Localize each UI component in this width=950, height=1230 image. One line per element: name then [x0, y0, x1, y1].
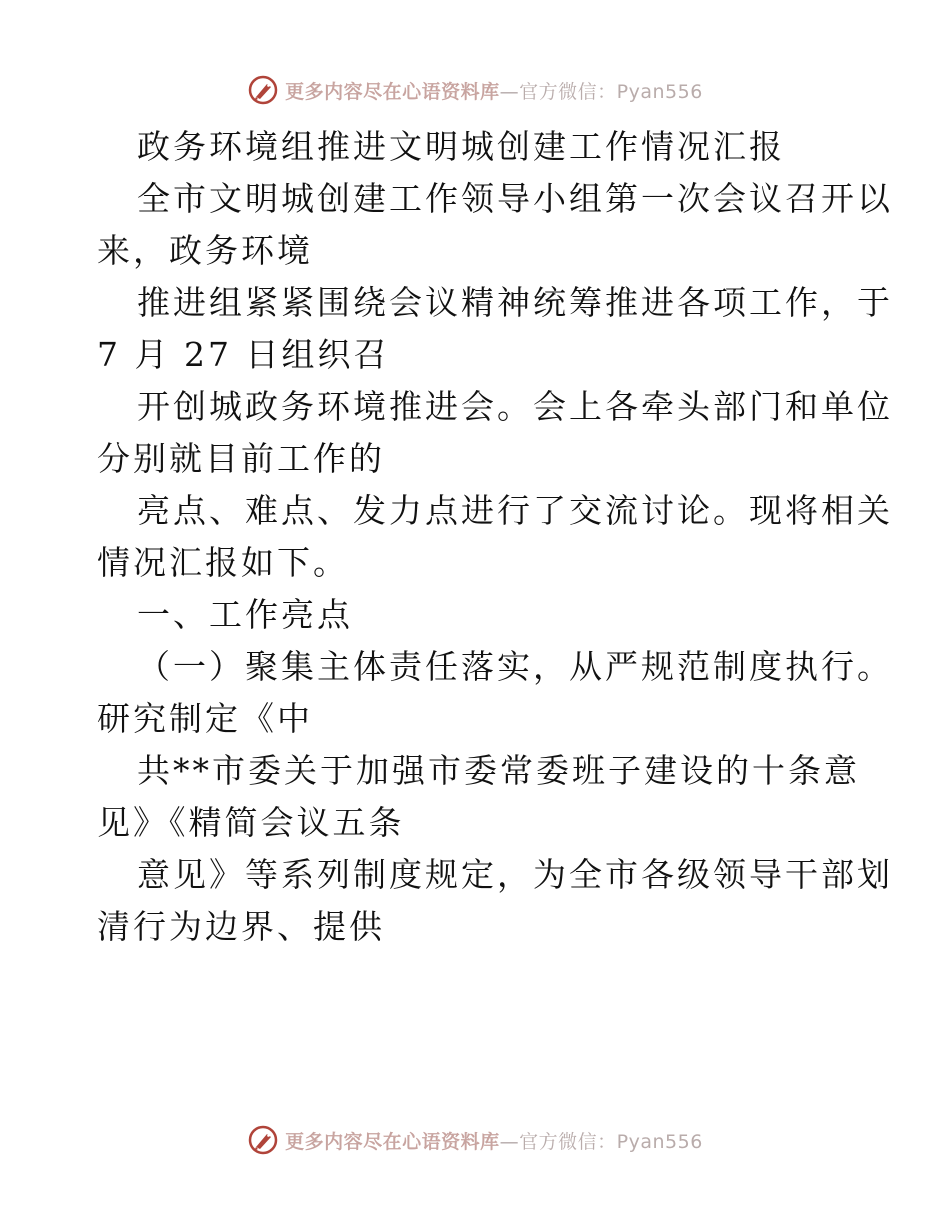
paragraph-line: 全市文明城创建工作领导小组第一次会议召开以 — [137, 179, 893, 218]
paragraph-line: 见》《精简会议五条 — [97, 803, 405, 842]
paragraph-line: 亮点、难点、发力点进行了交流讨论。现将相关 — [137, 491, 893, 530]
watermark-side: 官方微信：Pyan556 — [519, 1130, 703, 1153]
paragraph-line: 来，政务环境 — [97, 231, 313, 270]
watermark-main: 更多内容尽在心语资料库 — [285, 1130, 500, 1153]
pen-nib-logo-icon — [247, 74, 279, 106]
paragraph-line: 分别就目前工作的 — [97, 439, 385, 478]
watermark-side: 官方微信：Pyan556 — [519, 80, 703, 103]
paragraph-line: 意见》等系列制度规定，为全市各级领导干部划 — [137, 855, 893, 894]
paragraph-line: 研究制定《中 — [97, 699, 313, 738]
paragraph-line: 共**市委关于加强市委常委班子建设的十条意 — [137, 751, 860, 790]
paragraph-line: 一、工作亮点 — [137, 595, 353, 634]
document-body — [97, 121, 893, 953]
header-watermark — [0, 70, 950, 110]
paragraph-line: 清行为边界、提供 — [97, 907, 385, 946]
footer-watermark — [0, 1120, 950, 1160]
watermark-text — [285, 77, 703, 104]
watermark-separator: — — [499, 80, 520, 103]
watermark-main: 更多内容尽在心语资料库 — [285, 80, 500, 103]
paragraph-line: 开创城政务环境推进会。会上各牵头部门和单位 — [137, 387, 893, 426]
paragraph-line: 情况汇报如下。 — [97, 543, 349, 582]
pen-nib-logo-icon — [247, 1124, 279, 1156]
paragraph-line: 政务环境组推进文明城创建工作情况汇报 — [137, 127, 785, 166]
watermark-text — [285, 1127, 703, 1154]
paragraph-line: 推进组紧紧围绕会议精神统筹推进各项工作，于 — [137, 283, 893, 322]
watermark-separator: — — [499, 1130, 520, 1153]
paragraph-line: 7 月 27 日组织召 — [97, 335, 390, 374]
paragraph-line: （一）聚集主体责任落实，从严规范制度执行。 — [137, 647, 893, 686]
